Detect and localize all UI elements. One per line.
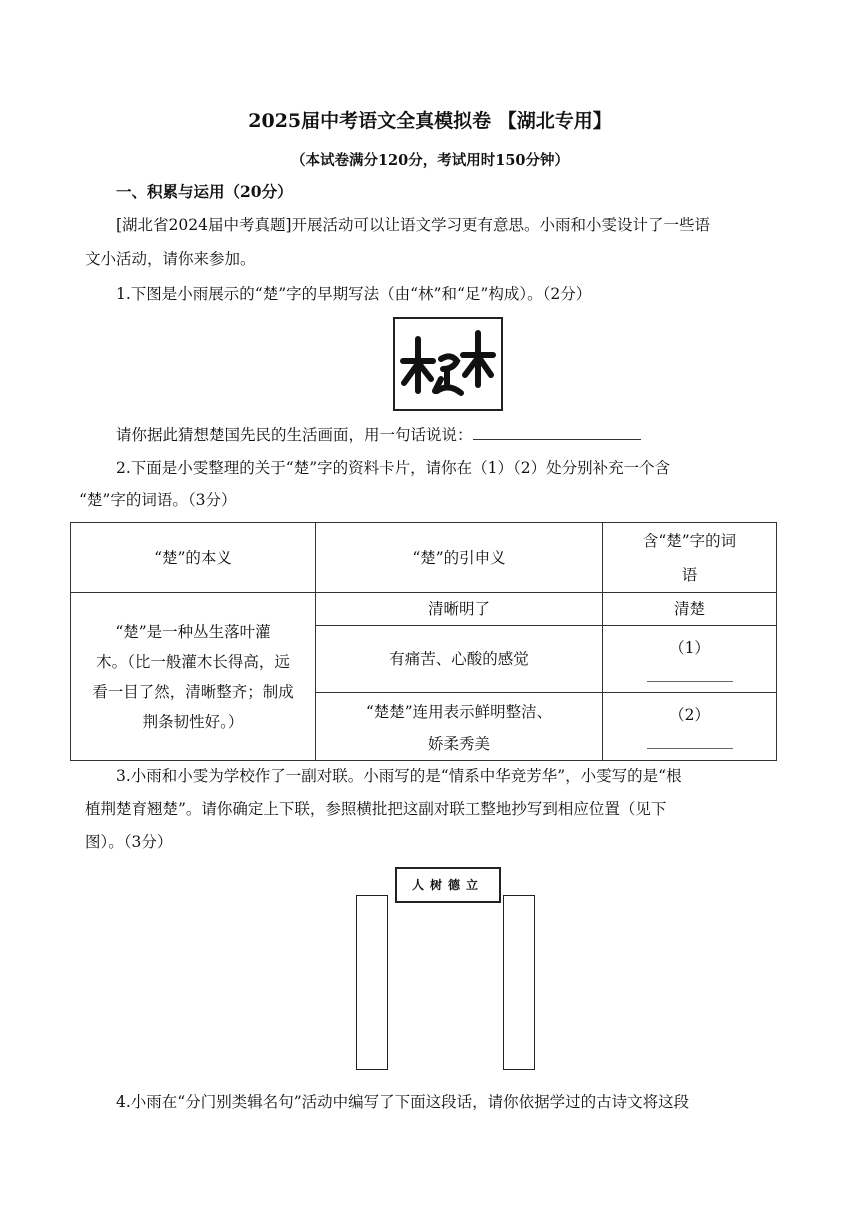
question-3-line3: 图）。（3分） [85, 833, 173, 851]
intro-text-line2: 文小活动，请你来参加。 [85, 250, 256, 268]
question-1: 1.下图是小雨展示的“楚”字的早期写法（由“林”和“足”构成）。（2分） [116, 285, 592, 303]
answer-blank-word-2[interactable] [647, 747, 733, 749]
extended-meaning-3-l2: 娇柔秀美 [427, 734, 490, 753]
answer-blank-q1[interactable] [473, 439, 641, 440]
question-3-line1: 3.小雨和小雯为学校作了一副对联。小雨写的是“情系中华竞芳华”，小雯写的是“根 [116, 767, 682, 785]
chu-data-card-table [70, 522, 777, 761]
couplet-right-pillar[interactable] [503, 895, 535, 1070]
question-4-line1: 4.小雨在“分门别类辑名句”活动中编写了下面这段话，请你依据学过的古诗文将这段 [116, 1093, 690, 1111]
page-title: 2025届中考语文全真模拟卷 【湖北专用】 [248, 110, 612, 132]
original-meaning-l1: “楚”是一种丛生落叶灌 [115, 622, 271, 641]
extended-meaning-2: 有痛苦、心酸的感觉 [316, 626, 603, 693]
couplet-banner-text: 人树德立 [411, 878, 484, 892]
original-meaning-l3: 看一目了然，清晰整齐；制成 [92, 682, 294, 701]
answer-blank-word-1[interactable] [647, 680, 733, 682]
word-cell-2 [603, 626, 777, 693]
extended-meaning-1: 清晰明了 [316, 593, 603, 626]
couplet-banner [395, 867, 501, 903]
question-2-line1: 2.下面是小雯整理的关于“楚”字的资料卡片，请你在（1）（2）处分别补充一个含 [116, 459, 671, 477]
header-extended-meaning: “楚”的引申义 [316, 523, 603, 593]
intro-text-line1: [湖北省2024届中考真题]开展活动可以让语文学习更有意思。小雨和小雯设计了一些语 [116, 216, 711, 234]
table-row [71, 593, 777, 626]
word-cell-3 [603, 693, 777, 761]
header-original-meaning: “楚”的本义 [71, 523, 316, 593]
section-heading: 一、积累与运用（20分） [116, 182, 293, 201]
original-meaning-cell [71, 593, 316, 761]
header-words [603, 523, 777, 593]
question-2-line2: “楚”字的词语。（3分） [79, 491, 237, 509]
original-meaning-l2: 木。（比一般灌木长得高，远 [96, 652, 290, 671]
exam-info: （本试卷满分120分，考试用时150分钟） [290, 152, 570, 169]
couplet-left-pillar[interactable] [356, 895, 388, 1070]
question-1-prompt [116, 423, 641, 447]
ancient-chu-character-image [393, 317, 503, 411]
extended-meaning-3 [316, 693, 603, 761]
word-1: 清楚 [603, 593, 777, 626]
word-2-label: （1） [669, 639, 710, 657]
question-1-prompt-text: 请你据此猜想楚国先民的生活画面，用一句话说说： [116, 426, 473, 444]
word-3-label: （2） [669, 705, 710, 724]
original-meaning-l4: 荆条韧性好。） [142, 712, 244, 731]
header-words-l2: 语 [681, 565, 698, 584]
header-words-l1: 含“楚”字的词 [642, 531, 737, 550]
question-3-line2: 植荆楚育翘楚”。请你确定上下联，参照横批把这副对联工整地抄写到相应位置（见下 [85, 800, 667, 818]
extended-meaning-3-l1: “楚楚”连用表示鲜明整洁、 [365, 702, 553, 721]
table-header-row [71, 523, 777, 593]
